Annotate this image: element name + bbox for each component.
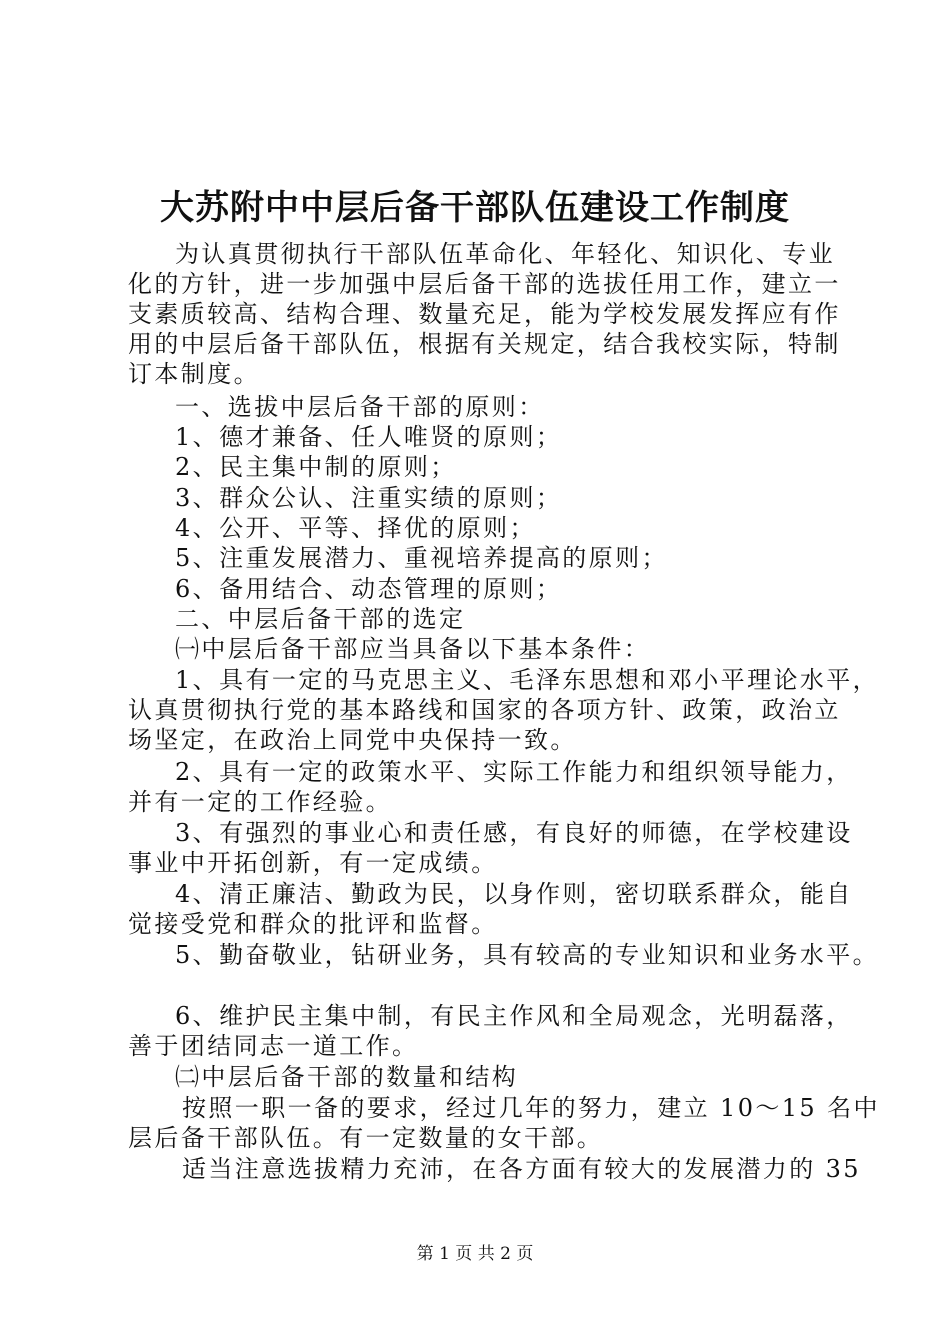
subsection-heading: ㈡中层后备干部的数量和结构 (175, 1063, 519, 1091)
paragraph-line: 事业中开拓创新，有一定成绩。 (128, 849, 498, 877)
paragraph-line: 层后备干部队伍。有一定数量的女干部。 (128, 1124, 604, 1152)
subsection-heading: ㈠中层后备干部应当具备以下基本条件： (175, 635, 651, 663)
list-item: 6、备用结合、动态管理的原则； (175, 575, 563, 603)
paragraph-line: 2、具有一定的政策水平、实际工作能力和组织领导能力， (175, 758, 853, 786)
document-title: 大苏附中中层后备干部队伍建设工作制度 (160, 188, 790, 228)
section-heading: 一、选拔中层后备干部的原则： (175, 393, 545, 421)
paragraph-line: 善于团结同志一道工作。 (128, 1032, 419, 1060)
paragraph-line: 觉接受党和群众的批评和监督。 (128, 910, 498, 938)
paragraph-line: 按照一职一备的要求，经过几年的努力，建立 10～15 名中 (182, 1094, 880, 1122)
list-item: 2、民主集中制的原则； (175, 453, 457, 481)
paragraph-line: 6、维护民主集中制，有民主作风和全局观念，光明磊落， (175, 1002, 853, 1030)
page-footer: 第 1 页 共 2 页 (416, 1244, 534, 1264)
list-item: 1、德才兼备、任人唯贤的原则； (175, 423, 563, 451)
paragraph-line: 5、勤奋敬业，钻研业务，具有较高的专业知识和业务水平。 (175, 941, 880, 969)
paragraph-line: 用的中层后备干部队伍，根据有关规定，结合我校实际，特制 (128, 330, 841, 358)
paragraph-line: 适当注意选拔精力充沛，在各方面有较大的发展潜力的 35 (182, 1155, 861, 1183)
list-item: 3、群众公认、注重实绩的原则； (175, 484, 563, 512)
paragraph-line: 3、有强烈的事业心和责任感，有良好的师德，在学校建设 (175, 819, 853, 847)
paragraph-line: 化的方针，进一步加强中层后备干部的选拔任用工作，建立一 (128, 270, 841, 298)
paragraph-line: 订本制度。 (128, 360, 260, 388)
paragraph-line: 支素质较高、结构合理、数量充足，能为学校发展发挥应有作 (128, 300, 841, 328)
paragraph-line: 1、具有一定的马克思主义、毛泽东思想和邓小平理论水平， (175, 666, 880, 694)
paragraph-line: 并有一定的工作经验。 (128, 788, 392, 816)
paragraph-line: 场坚定，在政治上同党中央保持一致。 (128, 726, 577, 754)
list-item: 5、注重发展潜力、重视培养提高的原则； (175, 544, 668, 572)
list-item: 4、公开、平等、择优的原则； (175, 514, 536, 542)
section-heading: 二、中层后备干部的选定 (175, 605, 466, 633)
paragraph-line: 4、清正廉洁、勤政为民，以身作则，密切联系群众，能自 (175, 880, 853, 908)
paragraph-line: 为认真贯彻执行干部队伍革命化、年轻化、知识化、专业 (175, 240, 835, 268)
paragraph-line: 认真贯彻执行党的基本路线和国家的各项方针、政策，政治立 (128, 696, 841, 724)
